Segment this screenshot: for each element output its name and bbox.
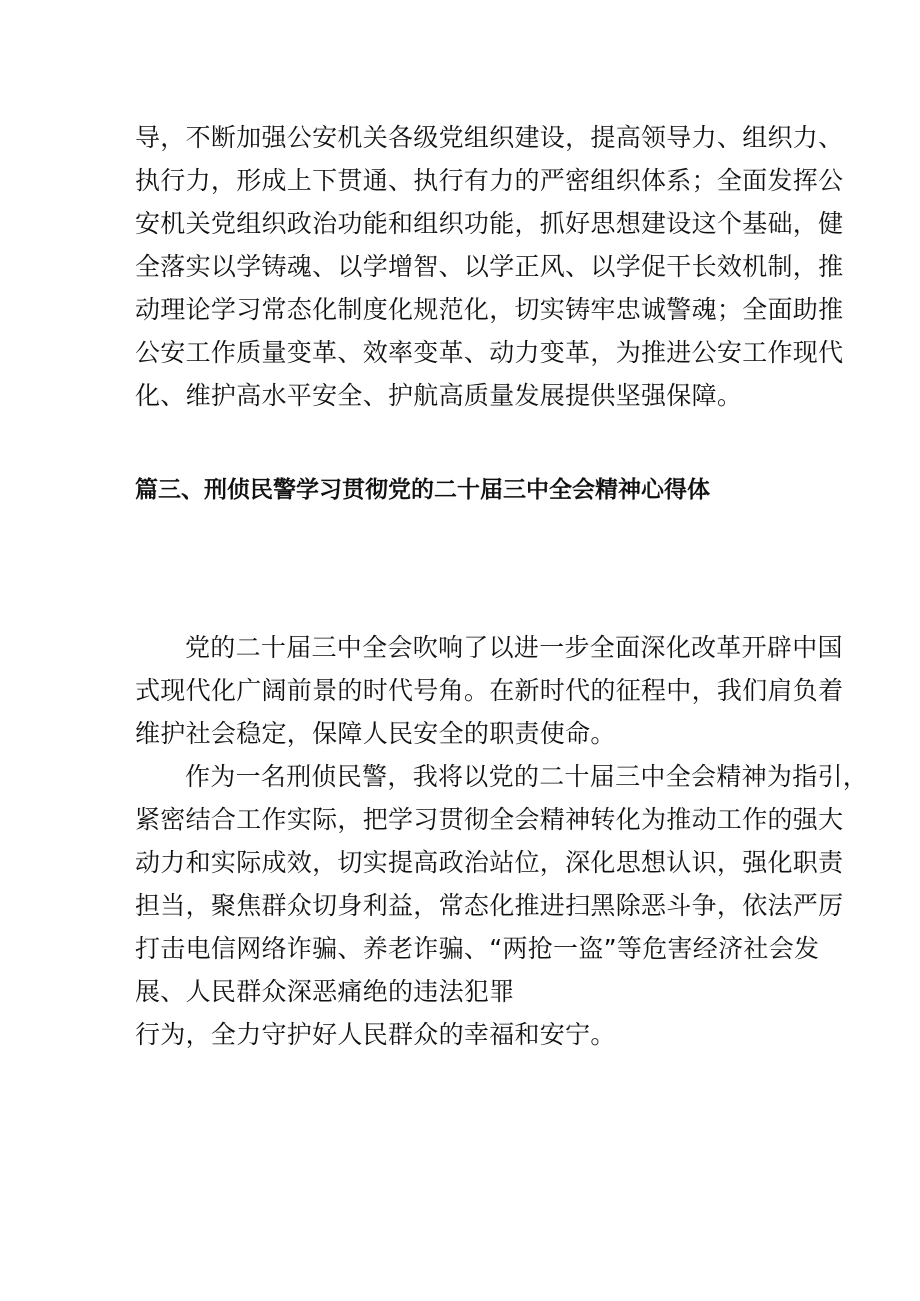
text-line: 安机关党组织政治功能和组织功能，抓好思想建设这个基础，健: [135, 209, 844, 238]
text-line: 化、维护高水平安全、护航高质量发展提供坚强保障。: [135, 381, 743, 410]
text-line: 维护社会稳定，保障人民安全的职责使命。: [135, 719, 616, 748]
text-line: 党的二十届三中全会吹响了以进一步全面深化改革开辟中国: [185, 633, 843, 662]
text-line: 导，不断加强公安机关各级党组织建设，提高领导力、组织力、: [135, 123, 844, 152]
text-line: 全落实以学铸魂、以学增智、以学正风、以学促干长效机制，推: [135, 252, 844, 281]
text-line: 担当，聚焦群众切身利益，常态化推进扫黑除恶斗争，依法严厉: [135, 891, 844, 920]
text-line: 紧密结合工作实际，把学习贯彻全会精神转化为推动工作的强大: [135, 805, 844, 834]
text-line: 行为，全力守护好人民群众的幸福和安宁。: [135, 1020, 616, 1049]
text-line: 公安工作质量变革、效率变革、动力变革，为推进公安工作现代: [135, 338, 844, 367]
text-line: 动理论学习常态化制度化规范化，切实铸牢忠诚警魂；全面助推: [135, 295, 844, 324]
text-line: 动力和实际成效，切实提高政治站位，深化思想认识，强化职责: [135, 848, 844, 877]
text-line: 打击电信网络诈骗、养老诈骗、“两抢一盗”等危害经济社会发: [135, 934, 820, 963]
text-line: 展、人民群众深恶痛绝的违法犯罪: [135, 977, 515, 1006]
section-heading: 篇三、刑侦民警学习贯彻党的二十届三中全会精神心得体: [135, 477, 710, 503]
text-line: 式现代化广阔前景的时代号角。在新时代的征程中，我们肩负着: [135, 676, 844, 705]
text-line: 作为一名刑侦民警，我将以党的二十届三中全会精神为指引，: [185, 762, 869, 791]
text-line: 执行力，形成上下贯通、执行有力的严密组织体系；全面发挥公: [135, 166, 844, 195]
